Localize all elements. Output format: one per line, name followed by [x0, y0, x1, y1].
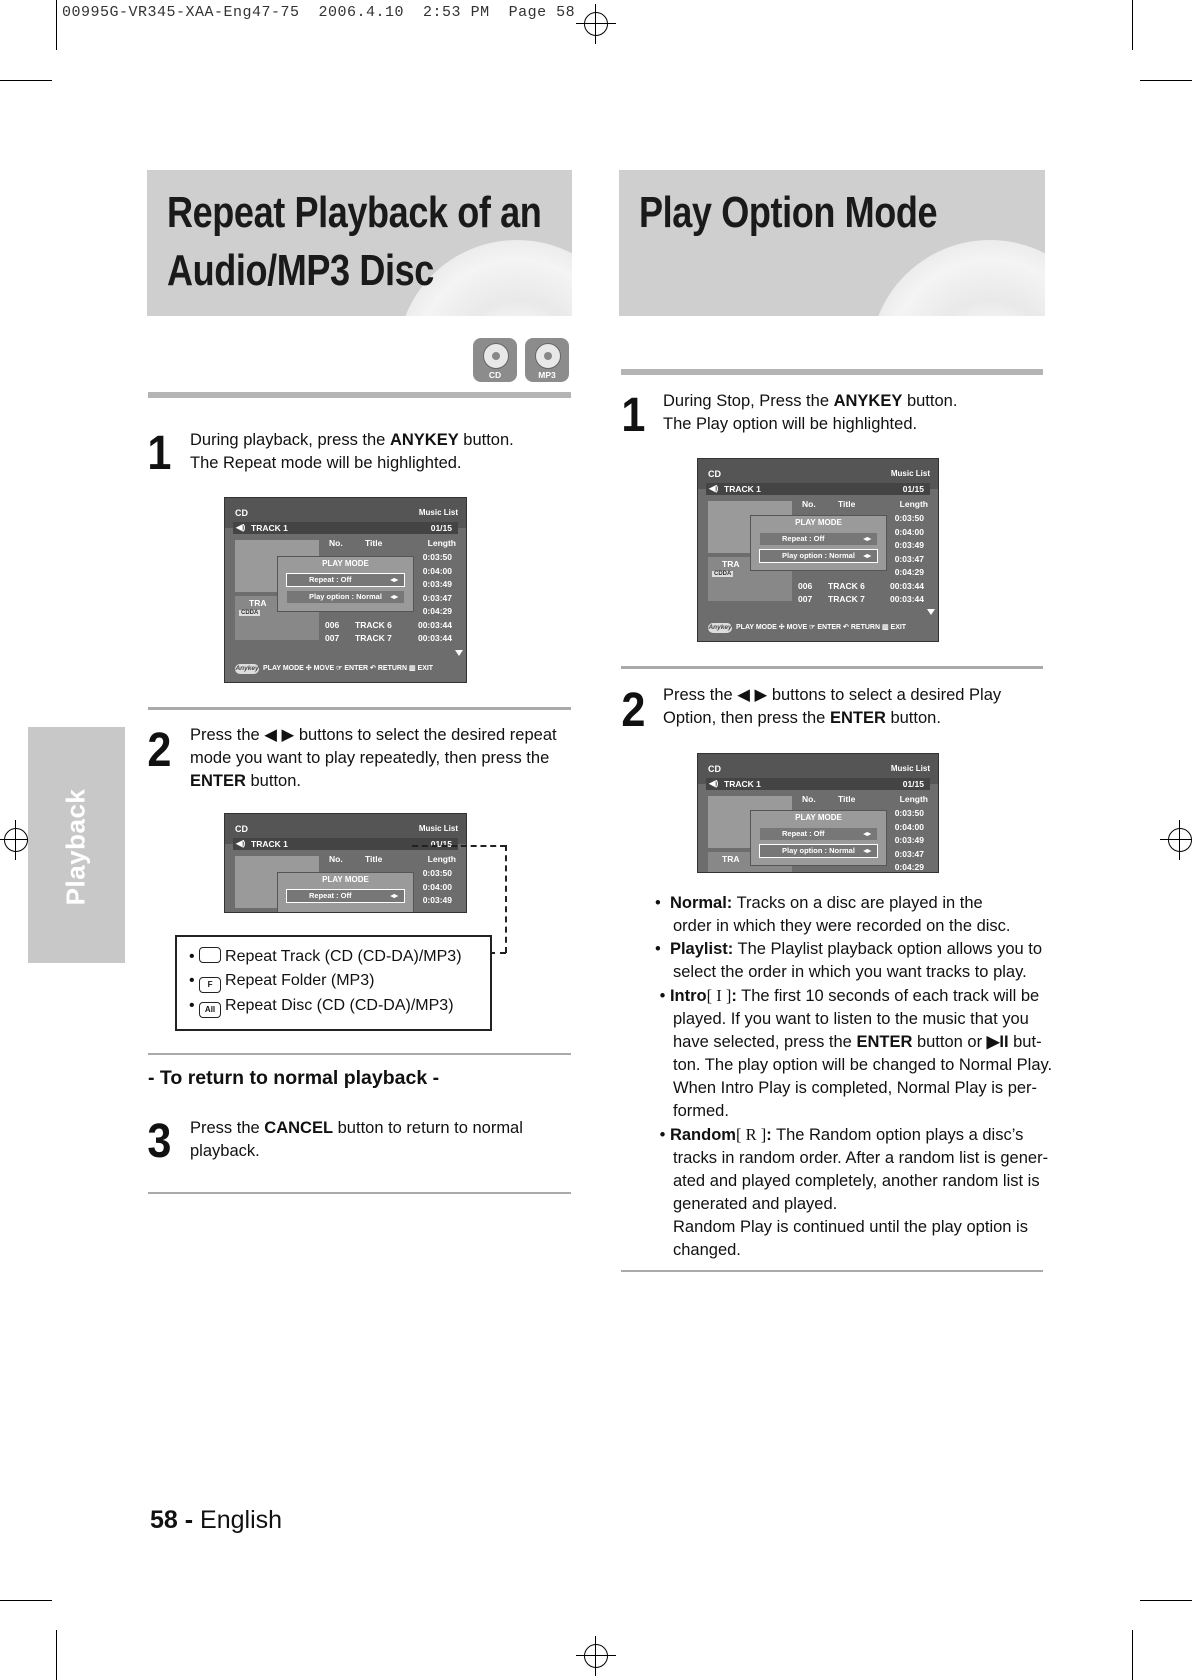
osd-screen-play-option: CD Music List ◀) TRACK 1 01/15 TRA CDDA No. Title Length 0:03:50 0:04:00 0:03:49 0:03:47 0:04:29 006 TRACK 6 00:03:44 007 TRACK 7 00:03:44 PLAY MODE Repeat : Off ◂▸ Play option : Normal ◂▸ Anykey PLAY MODE ✣ MOVE ☞ ENTER ↶ RETURN ▥ EXIT	[697, 458, 939, 642]
bullet-playlist: • Playlist: The Playlist playback option allows you to	[655, 940, 1043, 958]
crop-mark	[1132, 1630, 1133, 1680]
bullet-random: • Random[ R ]: The Random option plays a disc’s	[655, 1125, 1024, 1144]
scroll-down-icon	[455, 650, 463, 656]
step-number: 3	[147, 1115, 172, 1168]
crop-mark	[1140, 1600, 1192, 1601]
section-rule	[148, 1192, 571, 1194]
repeat-option[interactable]: Repeat : Off ◂▸	[286, 889, 405, 903]
section-rule	[621, 1270, 1043, 1272]
play-mode-popup: PLAY MODE Repeat : Off ◂▸ Play option : Normal ◂▸	[277, 556, 414, 612]
step-number: 2	[621, 684, 646, 737]
repeat-disc-icon: All	[199, 1002, 221, 1018]
play-option-descriptions: • Normal: Tracks on a disc are played in the order in which they were recorded on the disc. • Playlist: The Playlist playback option allows you to select the order in which you want tracks to play. • Intro[ I ]: The first 10 seconds of each track will be played. If you want to listen to the music that you have selected, press the ENTER button or ▶II but- ton. The play option will be changed to Normal Play. When Intro Play is completed, Normal Play is per- formed. • Random[ R ]: The Random option plays a disc’s tracks in random order. After a random list is gener- ated and played completely, another random list is generated and played. Random Play is continued until the play option is changed.	[655, 892, 1060, 1262]
bullet-normal: • Normal: Tracks on a disc are played in the	[655, 894, 983, 912]
left-step3-text: Press the CANCEL button to return to normal playback.	[190, 1119, 523, 1160]
page-footer: 58 - English	[150, 1506, 283, 1534]
crop-mark	[56, 1630, 57, 1680]
crop-mark	[0, 1600, 52, 1601]
play-mode-popup: PLAY MODE Repeat : Off ◂▸	[277, 872, 414, 913]
disc-graphic	[870, 240, 1045, 316]
callout-line	[505, 845, 507, 953]
print-slug: 00995G-VR345-XAA-Eng47-75 2006.4.10 2:53 PM Page 58	[62, 4, 576, 21]
osd-screen-play-option-select: CD Music List ◀) TRACK 1 01/15 TRA No. Title Length 0:03:50 0:04:00 0:03:49 0:03:47 0:04:29 PLAY MODE Repeat : Off ◂▸ Play option : Normal ◂▸	[697, 753, 939, 873]
step-number: 2	[147, 724, 172, 777]
speaker-icon: ◀)	[709, 483, 719, 493]
crop-mark	[1140, 80, 1192, 81]
left-step2-text: Press the ◀ ▶ buttons to select the desired repeat mode you want to play repeatedly, then press the ENTER button.	[190, 726, 557, 790]
repeat-option[interactable]: Repeat : Off ◂▸	[286, 573, 405, 587]
speaker-icon: ◀)	[236, 522, 246, 532]
section-tab-label: Playback	[60, 788, 91, 906]
repeat-option[interactable]: Repeat : Off ◂▸	[759, 532, 878, 546]
speaker-icon: ◀)	[236, 838, 246, 848]
mp3-icon: MP3	[525, 338, 569, 382]
left-step1-text: During playback, press the ANYKEY button. The Repeat mode will be highlighted.	[190, 431, 514, 472]
bullet-intro: • Intro[ I ]: The first 10 seconds of each track will be	[655, 986, 1040, 1005]
repeat-modes-legend	[175, 935, 492, 1031]
section-rule	[148, 1053, 571, 1055]
speaker-icon: ◀)	[709, 778, 719, 788]
play-option[interactable]: Play option : Normal ◂▸	[759, 844, 878, 858]
legend-item: • All Repeat Disc (CD (CD-DA)/MP3)	[189, 997, 454, 1018]
right-step2-text: Press the ◀ ▶ buttons to select a desired Play Option, then press the ENTER button.	[663, 686, 1002, 727]
right-title: Play Option Mode	[639, 188, 938, 237]
registration-mark-right	[1160, 820, 1192, 860]
step-number: 1	[621, 389, 646, 442]
subheading: - To return to normal playback -	[148, 1067, 440, 1089]
play-mode-popup: PLAY MODE Repeat : Off ◂▸ Play option : Normal ◂▸	[750, 810, 887, 866]
section-rule	[621, 369, 1043, 375]
repeat-track-icon	[199, 947, 221, 963]
left-title: Repeat Playback of an Audio/MP3 Disc	[167, 188, 542, 295]
repeat-option[interactable]: Repeat : Off ◂▸	[759, 827, 878, 841]
crop-mark	[56, 0, 57, 50]
legend-item: • Repeat Track (CD (CD-DA)/MP3)	[189, 948, 462, 965]
right-step1-text: During Stop, Press the ANYKEY button. The Play option will be highlighted.	[663, 392, 958, 433]
repeat-folder-icon: F	[199, 977, 221, 993]
right-title-banner	[619, 170, 1045, 316]
crop-mark	[0, 80, 52, 81]
play-option[interactable]: Play option : Normal ◂▸	[286, 590, 405, 604]
scroll-down-icon	[927, 609, 935, 615]
registration-mark-top	[576, 4, 616, 44]
section-rule	[621, 666, 1043, 669]
step-number: 1	[147, 427, 172, 480]
crop-mark	[1132, 0, 1133, 50]
cd-icon: CD	[473, 338, 517, 382]
section-tab	[28, 727, 125, 963]
legend-item: • F Repeat Folder (MP3)	[189, 972, 374, 993]
section-rule	[148, 392, 571, 398]
left-title-banner	[147, 170, 572, 316]
section-rule	[148, 707, 571, 710]
osd-screen-repeat-select: CD Music List ◀) TRACK 1 01/15 No. Title Length 0:03:50 0:04:00 0:03:49 PLAY MODE Repeat : Off ◂▸	[224, 813, 467, 913]
registration-mark-bottom	[576, 1636, 616, 1676]
play-option[interactable]: Play option : Normal ◂▸	[759, 549, 878, 563]
play-mode-popup: PLAY MODE Repeat : Off ◂▸ Play option : Normal ◂▸	[750, 515, 887, 571]
osd-screen-repeat: CD Music List ◀) TRACK 1 01/15 TRA CDDA No. Title Length 0:03:50 0:04:00 0:03:49 0:03:47 0:04:29 006 TRACK 6 00:03:44 007 TRACK 7 00:03:44 PLAY MODE Repeat : Off ◂▸ Play option : Normal ◂▸ Anykey PLAY MODE ✣ MOVE ☞ ENTER ↶ RETURN ▥ EXIT	[224, 497, 467, 683]
callout-line	[412, 845, 506, 847]
